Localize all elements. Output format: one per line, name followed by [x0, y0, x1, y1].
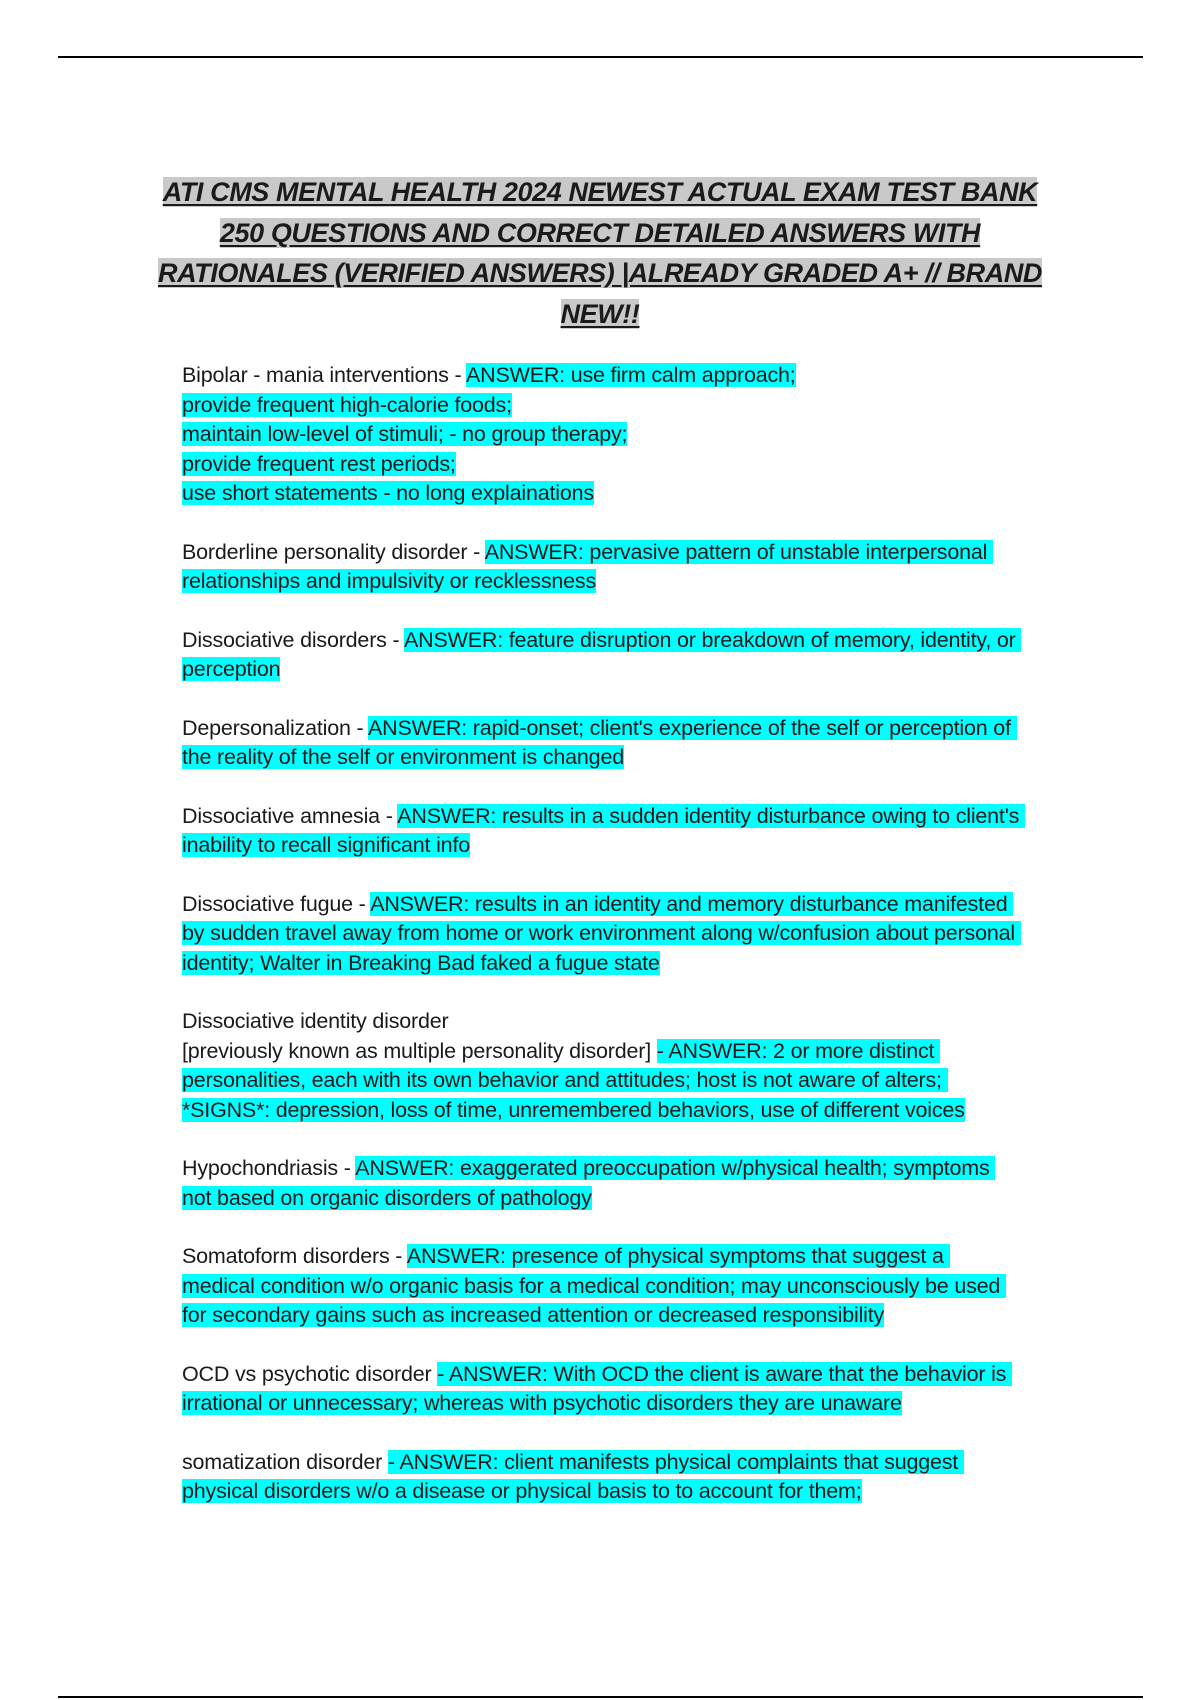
qa-entry-ocd-vs-psychotic [182, 1360, 1022, 1419]
qa-entry-dissociative-disorders [182, 626, 1022, 685]
answer-highlight: ANSWER: pervasive pattern of unstable interpersonal relationships and impulsivity or recklessness [182, 539, 993, 593]
qa-entry-depersonalization [182, 714, 1022, 773]
term: Borderline personality disorder - [182, 539, 485, 564]
qa-entry-hypochondriasis [182, 1154, 1022, 1213]
term: Bipolar - mania interventions - [182, 363, 466, 387]
qa-entry-bipolar [182, 361, 1022, 509]
header-rule [58, 56, 1143, 58]
footer-rule [58, 1696, 1143, 1698]
term: OCD vs psychotic disorder [182, 1361, 438, 1386]
qa-entry-dissociative-identity [182, 1007, 1022, 1125]
term: Dissociative identity disorder [previously known as multiple personality disorder] [182, 1009, 651, 1063]
term: Dissociative disorders - [182, 627, 405, 652]
answer-highlight: ANSWER: results in an identity and memory disturbance manifested by sudden travel away from home or work environment along w/confusion about personal identity; Walter in Breaking Bad faked a fugue state [182, 891, 1021, 975]
qa-entry-somatoform [182, 1242, 1022, 1331]
qa-entry-somatization [182, 1448, 1022, 1507]
answer-highlight: ANSWER: feature disruption or breakdown of memory, identity, or perception [182, 627, 1022, 681]
term: Hypochondriasis - [182, 1156, 356, 1180]
answer-highlight: - ANSWER: With OCD the client is aware that the behavior is irrational or unnecessary; whereas with psychotic disorders they are unaware [182, 1361, 1012, 1415]
document-title [150, 172, 1050, 334]
answer-highlight: ANSWER: results in a sudden identity disturbance owing to client's inability to recall significant info [182, 803, 1025, 857]
term: Depersonalization - [182, 715, 369, 740]
qa-entry-dissociative-fugue [182, 890, 1022, 979]
qa-entry-borderline [182, 538, 1022, 597]
qa-entry-dissociative-amnesia [182, 802, 1025, 861]
answer-highlight: ANSWER: presence of physical symptoms that suggest a medical condition w/o organic basis for a medical condition; may unconsciously be used for secondary gains such as increased attention or decreased responsibility [182, 1244, 1006, 1327]
term: somatization disorder [182, 1449, 388, 1474]
answer-highlight: - ANSWER: 2 or more distinct personalities, each with its own behavior and attitudes; host is not aware of alters; *SIGNS*: depression, loss of time, unremembered behaviors, use of different voices [182, 1038, 965, 1122]
term: Dissociative amnesia - [182, 803, 398, 828]
answer-highlight: ANSWER: use firm calm approach; provide frequent high-calorie foods; maintain low-level of stimuli; - no group therapy; provide frequent rest periods; use short statements - no long explainations [182, 363, 796, 505]
qa-list [182, 361, 1025, 1536]
answer-highlight: - ANSWER: client manifests physical complaints that suggest physical disorders w/o a disease or physical basis to to account for them; [182, 1449, 964, 1503]
term: Somatoform disorders - [182, 1244, 407, 1268]
answer-highlight: ANSWER: exaggerated preoccupation w/physical health; symptoms not based on organic disorders of pathology [182, 1156, 996, 1210]
term: Dissociative fugue - [182, 891, 371, 916]
document-title-text: ATI CMS MENTAL HEALTH 2024 NEWEST ACTUAL EXAM TEST BANK 250 QUESTIONS AND CORRECT DETAILED ANSWERS WITH RATIONALES (VERIFIED ANSWERS) |ALREADY GRADED A+ // BRAND NEW!! [157, 177, 1043, 329]
answer-highlight: ANSWER: rapid-onset; client's experience of the self or perception of the reality of the self or environment is changed [182, 715, 1017, 769]
